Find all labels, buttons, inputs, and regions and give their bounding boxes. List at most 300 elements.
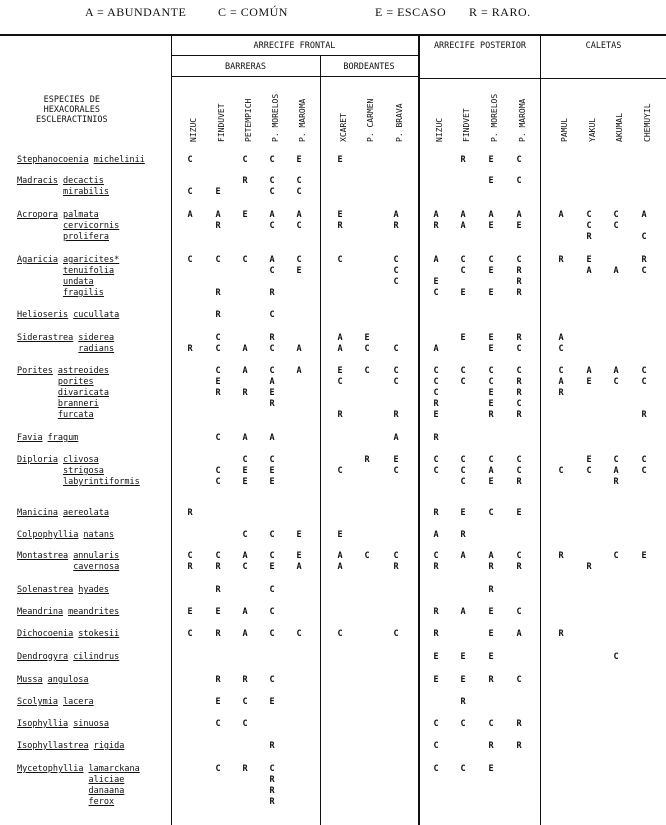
genus-name: Diploria [17, 455, 58, 465]
abundance-cell: E [242, 466, 248, 476]
abundance-cell: E [488, 266, 494, 276]
species-name: sinuosa [73, 719, 110, 729]
species-name: furcata [57, 410, 94, 420]
abundance-cell: R [516, 333, 522, 343]
abundance-cell: R [242, 388, 248, 398]
species-name: cucullata [73, 310, 120, 320]
abundance-cell: C [269, 629, 275, 639]
species-name: angulosa [47, 675, 89, 685]
column-header: CHEMUYIL [643, 103, 652, 142]
abundance-cell: A [296, 344, 302, 354]
abundance-cell: C [242, 530, 248, 540]
abundance-cell: C [488, 455, 494, 465]
abundance-cell: E [269, 697, 275, 707]
species-name: annularis [73, 551, 120, 561]
abundance-cell: R [269, 797, 275, 807]
abundance-cell: R [516, 377, 522, 387]
abundance-cell: A [337, 562, 343, 572]
abundance-cell: C [296, 187, 302, 197]
abundance-cell: E [433, 675, 439, 685]
abundance-cell: E [242, 210, 248, 220]
species-name: stokesii [78, 629, 120, 639]
genus-name: Isophyllastrea [17, 741, 89, 751]
abundance-cell: R [558, 255, 564, 265]
abundance-cell: E [586, 377, 592, 387]
genus-name: Solenastrea [17, 585, 74, 595]
abundance-cell: C [242, 155, 248, 165]
species-name: aereolata [62, 508, 110, 518]
abundance-cell: C [516, 607, 522, 617]
abundance-cell: A [460, 221, 466, 231]
species-name: michelinii [93, 155, 145, 165]
abundance-cell: C [269, 344, 275, 354]
abundance-cell: C [364, 344, 370, 354]
species-name: hyades [78, 585, 110, 595]
species-name: ferox [88, 797, 115, 807]
abundance-cell: A [460, 210, 466, 220]
abundance-cell: A [613, 266, 619, 276]
abundance-cell: R [433, 508, 439, 518]
legend-abundante: A = ABUNDANTE [85, 5, 187, 19]
abundance-cell: R [488, 741, 494, 751]
species-name: porites [57, 377, 94, 387]
abundance-cell: A [433, 344, 439, 354]
abundance-cell: E [586, 255, 592, 265]
posterior-bottom-line [418, 78, 666, 79]
column-header: AKUMAL [615, 113, 624, 142]
abundance-cell: C [269, 675, 275, 685]
abundance-cell: A [296, 562, 302, 572]
abundance-cell: A [586, 266, 592, 276]
abundance-cell: R [269, 786, 275, 796]
abundance-cell: C [215, 466, 221, 476]
abundance-cell: R [558, 629, 564, 639]
abundance-cell: C [242, 697, 248, 707]
abundance-cell: C [364, 551, 370, 561]
abundance-cell: C [460, 255, 466, 265]
species-name: astreoides [57, 366, 110, 376]
abundance-cell: E [460, 288, 466, 298]
abundance-cell: E [337, 155, 343, 165]
abundance-cell: R [516, 410, 522, 420]
abundance-cell: C [269, 585, 275, 595]
abundance-cell: C [641, 266, 647, 276]
species-name: lacera [62, 697, 94, 707]
header-arrecife-frontal: ARRECIFE FRONTAL [253, 41, 336, 51]
abundance-cell: E [488, 652, 494, 662]
abundance-cell: E [296, 530, 302, 540]
header-barreras: BARRERAS [225, 62, 266, 72]
column-header: FINDUVET [217, 103, 226, 142]
abundance-cell: A [337, 344, 343, 354]
abundance-cell: R [586, 232, 592, 242]
abundance-cell: R [558, 388, 564, 398]
species-name: aliciae [88, 775, 125, 785]
abundance-cell: E [460, 652, 466, 662]
abundance-cell: C [269, 187, 275, 197]
species-label-line3: ESCLERACTINIOS [36, 115, 108, 125]
legend-comun: C = COMÚN [218, 5, 288, 19]
column-header: YAKUL [588, 117, 597, 142]
abundance-cell: R [393, 410, 399, 420]
abundance-cell: C [641, 232, 647, 242]
abundance-cell: E [269, 466, 275, 476]
species-name: strigosa [62, 466, 104, 476]
abundance-cell: C [393, 629, 399, 639]
abundance-cell: R [433, 629, 439, 639]
abundance-cell: A [558, 210, 564, 220]
abundance-cell: R [641, 255, 647, 265]
abundance-cell: C [269, 221, 275, 231]
species-name: prolifera [62, 232, 110, 242]
abundance-cell: R [269, 288, 275, 298]
abundance-cell: C [641, 466, 647, 476]
abundance-cell: C [460, 477, 466, 487]
genus-name: Porites [17, 366, 53, 376]
abundance-cell: E [488, 477, 494, 487]
abundance-cell: C [215, 255, 221, 265]
abundance-cell: R [242, 176, 248, 186]
abundance-cell: A [242, 607, 248, 617]
species-name: mirabilis [62, 187, 110, 197]
abundance-cell: E [488, 344, 494, 354]
abundance-cell: C [641, 377, 647, 387]
abundance-cell: C [337, 255, 343, 265]
abundance-cell: C [187, 255, 193, 265]
abundance-cell: C [516, 344, 522, 354]
species-name: natans [83, 530, 115, 540]
abundance-cell: C [433, 288, 439, 298]
abundance-cell: A [613, 466, 619, 476]
abundance-cell: C [641, 455, 647, 465]
divider-frontal [418, 34, 420, 825]
abundance-cell: E [187, 607, 193, 617]
abundance-cell: E [488, 333, 494, 343]
abundance-cell: C [215, 433, 221, 443]
abundance-cell: R [393, 562, 399, 572]
abundance-cell: E [433, 410, 439, 420]
abundance-cell: C [337, 466, 343, 476]
header-bordeantes: BORDEANTES [343, 62, 395, 72]
abundance-cell: C [516, 551, 522, 561]
abundance-cell: A [433, 255, 439, 265]
abundance-cell: R [488, 562, 494, 572]
abundance-cell: C [187, 551, 193, 561]
abundance-cell: R [215, 388, 221, 398]
species-name: rigida [93, 741, 125, 751]
abundance-cell: E [337, 210, 343, 220]
abundance-cell: E [433, 277, 439, 287]
abundance-cell: C [558, 366, 564, 376]
abundance-cell: C [187, 155, 193, 165]
abundance-cell: C [433, 366, 439, 376]
abundance-cell: E [488, 388, 494, 398]
genus-name: Meandrina [17, 607, 64, 617]
abundance-cell: C [488, 508, 494, 518]
abundance-cell: C [296, 629, 302, 639]
abundance-cell: C [488, 377, 494, 387]
genus-name: Scolymia [17, 697, 58, 707]
abundance-cell: C [393, 344, 399, 354]
abundance-cell: C [516, 675, 522, 685]
abundance-cell: C [558, 466, 564, 476]
abundance-cell: C [586, 466, 592, 476]
species-name: meandrites [68, 607, 120, 617]
abundance-cell: C [516, 399, 522, 409]
abundance-cell: C [364, 366, 370, 376]
abundance-cell: C [296, 221, 302, 231]
abundance-cell: C [393, 266, 399, 276]
species-name: siderea [78, 333, 115, 343]
genus-name: Siderastrea [17, 333, 74, 343]
abundance-cell: C [393, 377, 399, 387]
genus-name: Acropora [17, 210, 58, 220]
abundance-cell: R [516, 741, 522, 751]
abundance-cell: R [516, 562, 522, 572]
abundance-cell: C [488, 255, 494, 265]
abundance-cell: C [433, 377, 439, 387]
abundance-cell: E [337, 366, 343, 376]
species-name: clivosa [62, 455, 99, 465]
abundance-cell: R [187, 508, 193, 518]
abundance-cell: A [337, 551, 343, 561]
abundance-cell: A [242, 344, 248, 354]
abundance-cell: E [516, 508, 522, 518]
abundance-cell: C [613, 210, 619, 220]
abundance-cell: R [242, 764, 248, 774]
abundance-cell: E [488, 221, 494, 231]
abundance-cell: R [516, 719, 522, 729]
abundance-cell: C [269, 366, 275, 376]
abundance-cell: E [269, 388, 275, 398]
abundance-cell: A [215, 210, 221, 220]
abundance-cell: A [488, 466, 494, 476]
abundance-cell: C [516, 466, 522, 476]
abundance-cell: C [641, 366, 647, 376]
abundance-cell: C [215, 551, 221, 561]
abundance-cell: E [337, 530, 343, 540]
abundance-cell: R [337, 410, 343, 420]
abundance-cell: C [433, 741, 439, 751]
genus-name: Madracis [17, 176, 58, 186]
abundance-cell: A [337, 333, 343, 343]
abundance-cell: C [393, 551, 399, 561]
species-name: fragum [47, 433, 79, 443]
abundance-cell: A [269, 255, 275, 265]
header-caletas: CALETAS [585, 41, 622, 51]
abundance-cell: C [516, 155, 522, 165]
abundance-cell: C [393, 277, 399, 287]
abundance-cell: R [488, 675, 494, 685]
abundance-cell: R [516, 266, 522, 276]
abundance-cell: C [460, 377, 466, 387]
abundance-cell: E [586, 455, 592, 465]
genus-name: Montastrea [17, 551, 69, 561]
column-header: XCARET [339, 113, 348, 142]
abundance-cell: R [516, 388, 522, 398]
abundance-cell: E [433, 652, 439, 662]
abundance-cell: E [393, 455, 399, 465]
abundance-cell: C [613, 455, 619, 465]
abundance-cell: C [296, 255, 302, 265]
species-name: cavernosa [73, 562, 120, 572]
abundance-cell: R [215, 310, 221, 320]
abundance-cell: R [269, 775, 275, 785]
species-name: decactis [62, 176, 104, 186]
abundance-cell: C [586, 210, 592, 220]
abundance-cell: C [242, 719, 248, 729]
legend-raro: R = RARO. [469, 5, 531, 19]
abundance-cell: A [393, 433, 399, 443]
abundance-cell: E [215, 607, 221, 617]
abundance-cell: C [242, 562, 248, 572]
abundance-cell: C [269, 764, 275, 774]
column-header: NIZUC [189, 117, 198, 142]
column-header: P. CARMEN [366, 98, 375, 142]
abundance-cell: E [488, 155, 494, 165]
genus-name: Dichocoenia [17, 629, 74, 639]
species-label-line1: ESPECIES DE [43, 95, 100, 105]
abundance-cell: R [187, 562, 193, 572]
abundance-cell: A [488, 210, 494, 220]
header-arrecife-posterior: ARRECIFE POSTERIOR [433, 41, 527, 51]
abundance-cell: R [215, 675, 221, 685]
abundance-cell: C [393, 255, 399, 265]
abundance-cell: A [641, 210, 647, 220]
abundance-cell: C [433, 455, 439, 465]
abundance-cell: R [337, 221, 343, 231]
abundance-cell: C [215, 333, 221, 343]
abundance-cell: A [242, 433, 248, 443]
abundance-cell: R [187, 344, 193, 354]
genus-name: Stephanocoenia [17, 155, 89, 165]
abundance-cell: R [364, 455, 370, 465]
abundance-cell: C [269, 310, 275, 320]
column-header: PAMUL [560, 117, 569, 142]
abundance-cell: C [460, 366, 466, 376]
barreras-bottom-line [171, 76, 418, 77]
abundance-cell: C [516, 455, 522, 465]
abundance-cell: R [460, 697, 466, 707]
column-header: P. MORELOS [490, 93, 499, 142]
genus-name: Manicina [17, 508, 58, 518]
abundance-cell: C [269, 266, 275, 276]
abundance-cell: C [215, 477, 221, 487]
abundance-cell: A [269, 210, 275, 220]
genus-name: Helioseris [17, 310, 69, 320]
abundance-cell: C [215, 764, 221, 774]
abundance-cell: E [364, 333, 370, 343]
column-header: P. MAROMA [518, 98, 527, 142]
abundance-cell: A [433, 530, 439, 540]
abundance-cell: E [215, 377, 221, 387]
abundance-cell: R [215, 221, 221, 231]
abundance-cell: C [296, 176, 302, 186]
abundance-cell: C [613, 652, 619, 662]
frontal-subheader-line [171, 55, 418, 56]
abundance-cell: R [215, 288, 221, 298]
abundance-cell: R [269, 741, 275, 751]
species-name: tenuifolia [62, 266, 115, 276]
abundance-cell: R [586, 562, 592, 572]
species-name: danaana [88, 786, 125, 796]
abundance-cell: R [516, 477, 522, 487]
abundance-cell: A [558, 333, 564, 343]
abundance-cell: R [558, 551, 564, 561]
abundance-cell: R [269, 333, 275, 343]
genus-name: Dendrogyra [17, 652, 69, 662]
abundance-cell: R [613, 477, 619, 487]
abundance-cell: E [242, 477, 248, 487]
abundance-cell: C [488, 719, 494, 729]
legend-escaso: E = ESCASO [375, 5, 447, 19]
species-name: divaricata [57, 388, 110, 398]
abundance-cell: R [242, 675, 248, 685]
abundance-cell: A [269, 433, 275, 443]
abundance-cell: E [269, 562, 275, 572]
abundance-cell: R [641, 410, 647, 420]
abundance-cell: R [433, 433, 439, 443]
species-name: undata [62, 277, 94, 287]
abundance-cell: C [488, 366, 494, 376]
divider-species [171, 34, 172, 825]
column-header: FINDVET [462, 108, 471, 142]
abundance-cell: A [586, 366, 592, 376]
abundance-cell: E [296, 266, 302, 276]
abundance-cell: R [433, 221, 439, 231]
abundance-cell: R [488, 410, 494, 420]
species-name: agaricites* [62, 255, 120, 265]
divider-posterior [540, 34, 541, 825]
abundance-cell: R [433, 399, 439, 409]
abundance-cell: C [187, 629, 193, 639]
abundance-cell: A [433, 210, 439, 220]
abundance-cell: A [242, 629, 248, 639]
abundance-cell: C [516, 255, 522, 265]
abundance-cell: A [296, 210, 302, 220]
divider-barreras [320, 55, 321, 825]
species-name: cervicornis [62, 221, 120, 231]
genus-name: Isophyllia [17, 719, 69, 729]
genus-name: Agaricia [17, 255, 58, 265]
abundance-cell: E [488, 176, 494, 186]
abundance-cell: C [242, 455, 248, 465]
species-name: branneri [57, 399, 99, 409]
abundance-cell: E [488, 607, 494, 617]
abundance-cell: C [613, 551, 619, 561]
abundance-cell: C [269, 455, 275, 465]
abundance-cell: E [296, 155, 302, 165]
abundance-cell: R [215, 629, 221, 639]
abundance-cell: C [460, 266, 466, 276]
abundance-cell: A [296, 366, 302, 376]
abundance-cell: R [488, 585, 494, 595]
abundance-cell: C [516, 176, 522, 186]
abundance-cell: C [215, 719, 221, 729]
abundance-cell: A [613, 366, 619, 376]
abundance-cell: A [488, 551, 494, 561]
abundance-cell: E [215, 187, 221, 197]
abundance-cell: C [433, 764, 439, 774]
abundance-cell: C [269, 530, 275, 540]
abundance-cell: A [558, 377, 564, 387]
abundance-cell: R [433, 607, 439, 617]
species-name: palmata [62, 210, 99, 220]
abundance-cell: R [269, 399, 275, 409]
abundance-cell: C [433, 551, 439, 561]
abundance-cell: E [460, 508, 466, 518]
abundance-cell: A [393, 210, 399, 220]
